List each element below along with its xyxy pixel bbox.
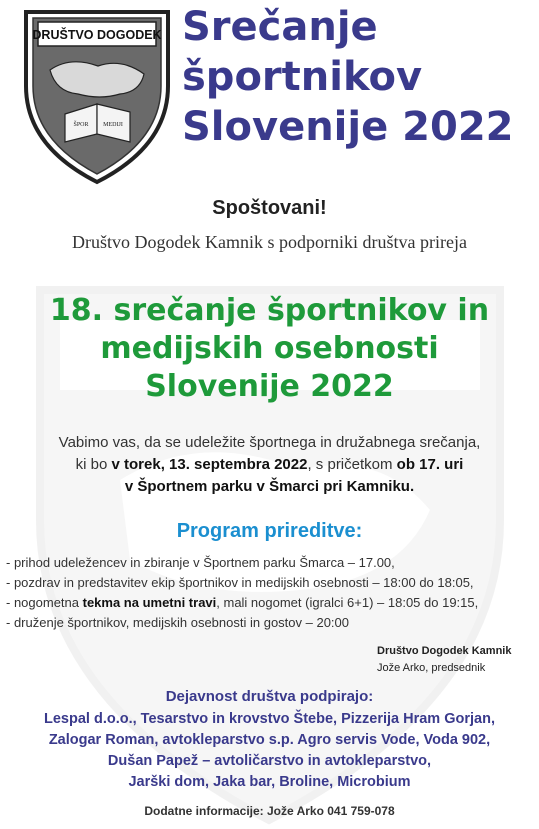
signature-person: Jože Arko, predsednik [377,662,486,674]
program-title: Program prireditve: [176,520,363,542]
invite-line-2 [0,454,539,476]
invite-line-2-part-a: ki bo [75,456,112,473]
signature-org: Društvo Dogodek Kamnik [377,645,512,657]
invite-line-1: Vabimo vas, da se udeležite športnega in družabnega srečanja, [58,434,481,451]
program-list [6,553,539,633]
page-title [182,2,537,152]
society-logo [20,8,174,186]
event-location: v Športnem parku v Šmarci pri Kamniku. [124,478,415,495]
title-line-2: športnikov [182,54,423,100]
logo-book-right: MEDIJI [103,122,123,128]
invitation-text [0,432,539,498]
supporters-line-1: Lespal d.o.o., Tesarstvo in krovstvo Štebe, Pizzerija Hram Gorjan, [44,711,495,727]
event-time: ob 17. uri [396,456,464,473]
program-item-3-part-a: - nogometna [6,595,83,610]
headline-line-3: Slovenije 2022 [145,369,394,404]
headline-line-2: medijskih osebnosti [100,331,439,366]
title-line-1: Srečanje [182,4,378,50]
program-item-2: - pozdrav in predstavitev ekip športnikov in medijskih osebnosti – 18:00 do 18:05, [6,575,474,590]
event-headline [0,292,539,406]
invite-line-2-part-c: , s pričetkom [307,456,397,473]
intro-text: Društvo Dogodek Kamnik s podporniki društva prireja [72,232,467,252]
logo-book-left: ŠPOR [73,122,89,128]
program-item-3 [6,593,539,613]
greeting: Spoštovani! [212,197,327,219]
logo-label: DRUŠTVO DOGODEK [32,28,162,42]
program-item-4: - druženje športnikov, medijskih osebnosti in gostov – 20:00 [6,615,350,630]
headline-line-1: 18. srečanje športnikov in [49,293,490,328]
signature [377,643,511,677]
program-item-3-part-c: , mali nogomet (igralci 6+1) – 18:05 do 19:15, [216,595,479,610]
supporters-line-4: Jarški dom, Jaka bar, Broline, Microbium [128,774,411,790]
title-line-3: Slovenije 2022 [182,104,514,150]
supporters-line-3: Dušan Papež – avtoličarstvo in avtokleparstvo, [107,753,432,769]
supporters-line-2: Zalogar Roman, avtokleparstvo s.p. Agro servis Vode, Voda 902, [48,732,491,748]
contact-info: Dodatne informacije: Jože Arko 041 759-078 [144,804,395,818]
program-item-3-bold: tekma na umetni travi [82,595,217,610]
supporters-list [0,709,539,793]
program-item-1: - prihod udeležencev in zbiranje v Športnem parku Šmarca – 17.00, [6,555,395,570]
event-date: v torek, 13. septembra 2022 [111,456,308,473]
supporters-title: Dejavnost društva podpirajo: [165,688,374,705]
